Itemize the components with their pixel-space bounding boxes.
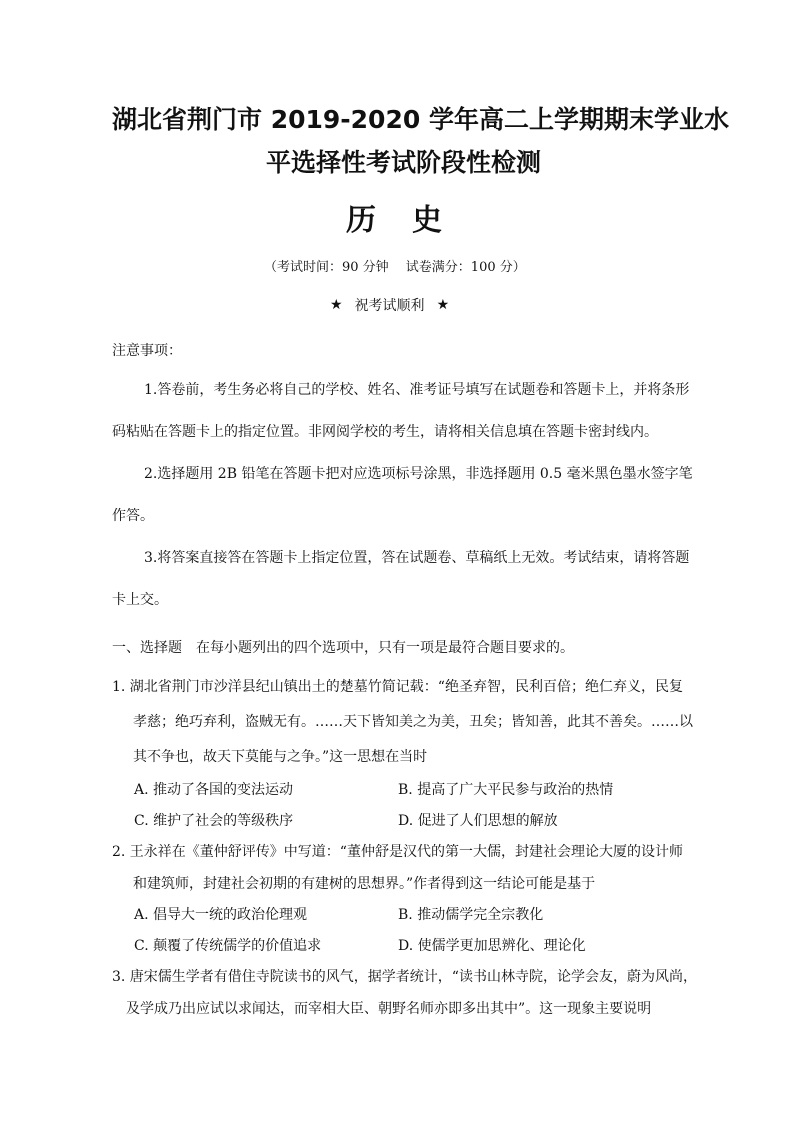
star-icon: ★ [330,297,343,313]
question-2-option-a: A. 倡导大一统的政治伦理观 [134,907,308,923]
question-2-line1: 2. 王永祥在《董仲舒评传》中写道：“董仲舒是汉代的第一大儒，封建社会理论大厦的设计师 [112,844,683,860]
question-1-option-d: D. 促进了人们思想的解放 [398,813,558,829]
question-1-line3: 其不争也，故天下莫能与之争。”这一思想在当时 [133,749,428,765]
blessing-text: 祝考试顺利 [354,298,425,314]
question-2-option-c: C. 颠覆了传统儒学的价值追求 [134,938,322,954]
page-title-line1: 湖北省荆门市 2019-2020 学年高二上学期期末学业水 [112,105,729,134]
question-2-option-d: D. 使儒学更加思辨化、理论化 [398,938,586,954]
question-3-line1: 3. 唐宋儒生学者有借住寺院读书的风气，据学者统计，“读书山林寺院，论学会友，蔚为风尚， [112,969,697,985]
page-title-line2: 平选择性考试阶段性检测 [266,148,542,177]
notes-heading: 注意事项： [112,343,182,359]
exam-info: （考试时间：90 分钟 试卷满分：100 分） [264,260,526,275]
question-2-line2: 和建筑师，封建社会初期的有建树的思想界。”作者得到这一结论可能是基于 [133,876,596,892]
blessing-line [330,295,449,315]
question-2-option-b: B. 推动儒学完全宗教化 [398,907,544,923]
note-2-line2: 作答。 [112,508,154,524]
note-3-line1: 3.将答案直接答在答题卡上指定位置，答在试题卷、草稿纸上无效。考试结束，请将答题 [144,550,690,566]
question-3-line2: 及学成乃出应试以求闻达，而宰相大臣、朝野名师亦即多出其中”。这一现象主要说明 [126,1001,652,1017]
note-1-line1: 1.答卷前，考生务必将自己的学校、姓名、准考证号填写在试题卷和答题卡上，并将条形 [144,382,690,398]
note-1-line2: 码粘贴在答题卡上的指定位置。非网阅学校的考生，请将相关信息填在答题卡密封线内。 [112,424,658,440]
note-2-line1: 2.选择题用 2B 铅笔在答题卡把对应选项标号涂黑，非选择题用 0.5 毫米黑色墨水签字笔 [144,466,693,482]
question-1-line2: 孝慈；绝巧弃利，盗贼无有。……天下皆知美之为美，丑矣；皆知善，此其不善矣。……以 [133,714,693,730]
question-1-option-b: B. 提高了广大平民参与政治的热情 [398,782,614,798]
subject-title: 历史 [346,203,478,238]
star-icon: ★ [436,297,450,313]
question-1-line1: 1. 湖北省荆门市沙洋县纪山镇出土的楚墓竹简记载：“绝圣弃智，民利百倍；绝仁弃义，民复 [112,679,683,695]
note-3-line2: 卡上交。 [112,592,168,608]
question-1-option-c: C. 维护了社会的等级秩序 [134,813,294,829]
section-heading: 一、选择题 在每小题列出的四个选项中，只有一项是最符合题目要求的。 [112,640,574,656]
question-1-option-a: A. 推动了各国的变法运动 [134,782,294,798]
